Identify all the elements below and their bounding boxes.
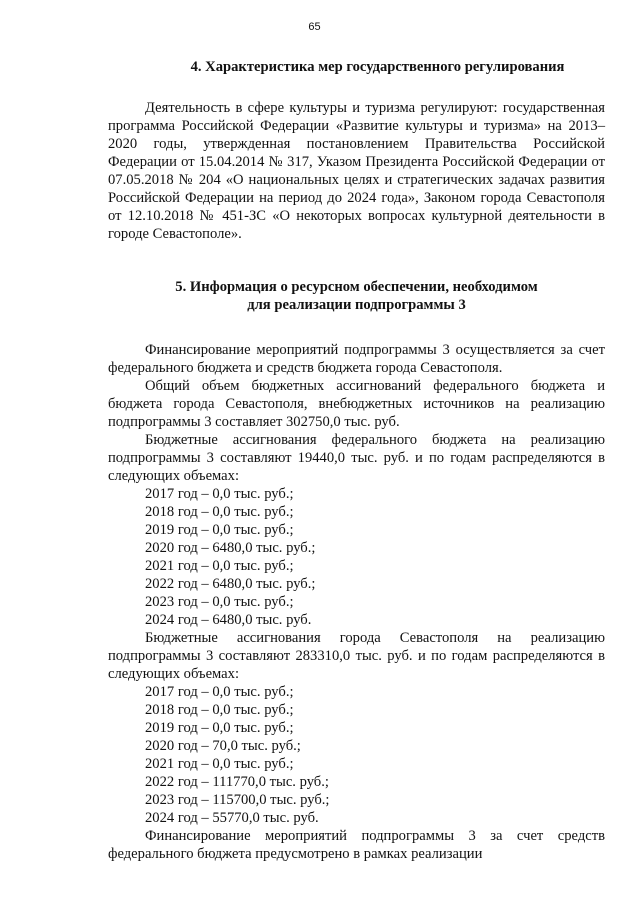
city-years-list bbox=[108, 683, 605, 827]
paragraph-federal-budget: Бюджетные ассигнования федерального бюджета на реализацию подпрограммы 3 составляют 19440,0 тыс. руб. и по годам распределяются в следующих объемах: bbox=[108, 432, 605, 484]
federal-year-item: 2022 год – 6480,0 тыс. руб.; bbox=[145, 576, 316, 592]
paragraph-financing: Финансирование мероприятий подпрограммы 3 осуществляется за счет федерального бюджета и средств бюджета города Севастополя. bbox=[108, 342, 605, 376]
federal-year-item: 2019 год – 0,0 тыс. руб.; bbox=[145, 522, 294, 538]
federal-year-item: 2021 год – 0,0 тыс. руб.; bbox=[145, 558, 294, 574]
page-content bbox=[108, 58, 605, 863]
page-number: 65 bbox=[308, 21, 321, 33]
federal-year-item: 2024 год – 6480,0 тыс. руб. bbox=[145, 612, 312, 628]
section-5-title-line-1: 5. Информация о ресурсном обеспечении, необходимом bbox=[175, 279, 538, 295]
federal-years-list bbox=[108, 485, 605, 629]
city-year-item: 2019 год – 0,0 тыс. руб.; bbox=[145, 720, 294, 736]
section-5-title bbox=[108, 278, 605, 314]
city-year-item: 2022 год – 111770,0 тыс. руб.; bbox=[145, 774, 329, 790]
city-year-item: 2020 год – 70,0 тыс. руб.; bbox=[145, 738, 301, 754]
city-year-item: 2018 год – 0,0 тыс. руб.; bbox=[145, 702, 294, 718]
city-year-item: 2024 год – 55770,0 тыс. руб. bbox=[145, 810, 319, 826]
section-4-title: 4. Характеристика мер государственного регулирования bbox=[190, 59, 565, 75]
federal-year-item: 2020 год – 6480,0 тыс. руб.; bbox=[145, 540, 316, 556]
federal-year-item: 2023 год – 0,0 тыс. руб.; bbox=[145, 594, 294, 610]
paragraph-federal-financing: Финансирование мероприятий подпрограммы 3 за счет средств федерального бюджета предусмотрено в рамках реализации bbox=[108, 828, 605, 862]
city-year-item: 2021 год – 0,0 тыс. руб.; bbox=[145, 756, 294, 772]
section-4-paragraph: Деятельность в сфере культуры и туризма регулируют: государственная программа Российской Федерации «Развитие культуры и туризма» на 2013–2020 годы, утвержденная постановлением Правительства Российской Федерации от 15.04.2014 № 317, Указом Президента Российской Федерации от 07.05.2018 № 204 «О национальных целях и стратегических задачах развития Российской Федерации на период до 2024 года», Законом города Севастополя от 12.10.2018 № 451-ЗС «О некоторых вопросах культурной деятельности в городе Севастополе». bbox=[108, 100, 605, 242]
federal-year-item: 2017 год – 0,0 тыс. руб.; bbox=[145, 486, 294, 502]
city-year-item: 2017 год – 0,0 тыс. руб.; bbox=[145, 684, 294, 700]
section-5-title-line-2: для реализации подпрограммы 3 bbox=[247, 297, 466, 313]
paragraph-total-volume: Общий объем бюджетных ассигнований федерального бюджета и бюджета города Севастополя, внебюджетных источников на реализацию подпрограммы 3 составляет 302750,0 тыс. руб. bbox=[108, 378, 605, 430]
city-year-item: 2023 год – 115700,0 тыс. руб.; bbox=[145, 792, 330, 808]
paragraph-city-budget: Бюджетные ассигнования города Севастополя на реализацию подпрограммы 3 составляют 283310,0 тыс. руб. и по годам распределяются в следующих объемах: bbox=[108, 630, 605, 682]
federal-year-item: 2018 год – 0,0 тыс. руб.; bbox=[145, 504, 294, 520]
